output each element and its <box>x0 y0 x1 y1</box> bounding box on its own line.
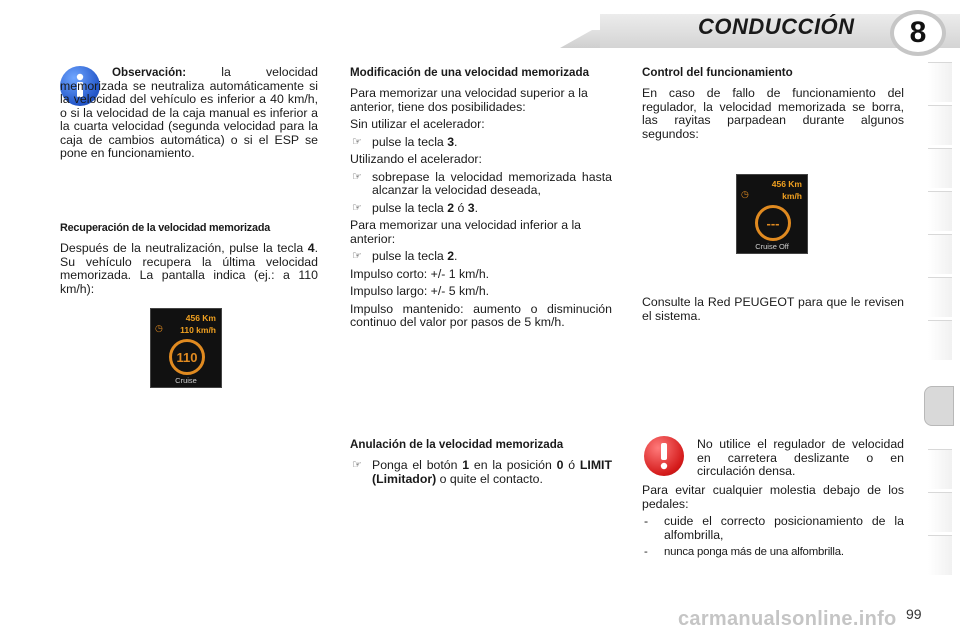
hold-press-text: Impulso mantenido: aumento o disminución continuo del valor por pasos de 5 km/h. <box>350 301 612 329</box>
observation-label: Observación: <box>112 66 187 79</box>
display-speed-ring: 110 <box>169 339 205 375</box>
bullet-item: ☞ sobrepase la velocidad memorizada hasta alcanzar la velocidad deseada, <box>352 169 612 197</box>
bullet-item: ☞ pulse la tecla 3. <box>352 134 458 149</box>
chapter-tab[interactable] <box>928 62 952 102</box>
chapter-tab[interactable] <box>928 449 952 489</box>
chapter-tab[interactable] <box>928 148 952 188</box>
cruise-control-icon: ◷ <box>741 189 749 199</box>
display-speed-ring: --- <box>755 205 791 241</box>
chapter-tab[interactable] <box>928 492 952 532</box>
cancel-heading: Anulación de la velocidad memorizada <box>350 438 564 451</box>
chapter-tab[interactable] <box>928 234 952 274</box>
observation-text: la velocidad memorizada se neutraliza automáticamente si la velocidad del vehículo es inferior a 40 km/h, o si la velocidad de la caja manual es inferior a la cuarta velocidad (segunda velocidad para la caja de cambios automática) o si el ESP se pone en funcionamiento. <box>60 65 318 160</box>
pedal-section <box>642 484 904 564</box>
no-accel-label: Sin utilizar el acelerador: <box>350 117 485 131</box>
display-speed: 110 km/h <box>180 325 216 335</box>
pedal-intro: Para evitar cualquier molestia debajo de los pedales: <box>642 483 904 511</box>
chapter-tab[interactable] <box>928 320 952 360</box>
pointing-hand-icon: ☞ <box>352 459 362 471</box>
chapter-tab-strip <box>928 62 952 577</box>
recover-key: 4 <box>307 241 315 255</box>
recover-heading: Recuperación de la velocidad memorizada <box>60 222 271 234</box>
chapter-tab[interactable] <box>928 277 952 317</box>
warning-note: No utilice el regulador de velocidad en carretera deslizante o en circulación densa. <box>697 437 904 478</box>
peugeot-network-text: Consulte la Red PEUGEOT para que le revisen el sistema. <box>642 295 904 323</box>
modify-section <box>350 66 612 334</box>
observation-note <box>60 66 318 165</box>
function-check-text: En caso de fallo de funcionamiento del regulador, la velocidad memorizada se borra, las rayitas parpadean durante algunos segundos: <box>642 86 904 141</box>
modify-intro: Para memorizar una velocidad superior a la anterior, tiene dos posibilidades: <box>350 86 588 114</box>
cancel-section <box>350 438 612 490</box>
modify-heading: Modificación de una velocidad memorizada <box>350 66 590 79</box>
long-press-text: Impulso largo: +/- 5 km/h. <box>350 284 490 298</box>
cruise-control-icon: ◷ <box>155 323 163 333</box>
recover-section <box>60 222 318 300</box>
display-speed: km/h <box>782 191 802 201</box>
chapter-tab[interactable] <box>928 105 952 145</box>
dashboard-display-recovered <box>150 308 222 388</box>
chapter-number-badge: 8 <box>890 10 946 56</box>
chapter-tab[interactable] <box>928 191 952 231</box>
chapter-tab-active[interactable] <box>924 386 954 426</box>
bullet-item: ☞ pulse la tecla 2. <box>352 249 458 263</box>
lower-intro: Para memorizar una velocidad inferior a la anterior: <box>350 218 582 246</box>
chapter-tab[interactable] <box>928 535 952 575</box>
function-check-heading: Control del funcionamiento <box>642 66 793 79</box>
bullet-item: ☞ pulse la tecla 2 ó 3. <box>352 200 478 215</box>
bullet-item: ☞ Ponga el botón 1 en la posición 0 ó LIMIT (Limitador) o quite el contacto. <box>352 458 612 486</box>
with-accel-label: Utilizando el acelerador: <box>350 152 482 166</box>
chapter-title: CONDUCCIÓN <box>698 14 855 39</box>
display-odometer: 456 Km <box>185 313 216 323</box>
dashboard-display-fault <box>736 174 808 254</box>
display-mode-label: Cruise <box>175 376 197 385</box>
function-check-section <box>642 66 904 145</box>
watermark: carmanualsonline.info <box>678 608 897 630</box>
display-odometer: 456 Km <box>771 179 802 189</box>
recover-text-1: Después de la neutralización, pulse la tecla <box>60 241 308 255</box>
page-number: 99 <box>906 606 922 622</box>
pointing-hand-icon: ☞ <box>352 201 362 214</box>
display-mode-label: Cruise Off <box>755 242 789 251</box>
dash-item: - cuide el correcto posicionamiento de la alfombrilla, <box>644 514 904 542</box>
short-press-text: Impulso corto: +/- 1 km/h. <box>350 266 490 281</box>
recover-text-2: . Su vehículo recupera la última velocidad memorizada. La pantalla indica (ej.: a 110 km/h): <box>60 241 318 296</box>
pointing-hand-icon: ☞ <box>352 250 362 262</box>
pointing-hand-icon: ☞ <box>352 170 362 183</box>
pointing-hand-icon: ☞ <box>352 135 362 148</box>
warning-icon <box>644 436 684 476</box>
dash-item: - nunca ponga más de una alfombrilla. <box>644 546 844 558</box>
